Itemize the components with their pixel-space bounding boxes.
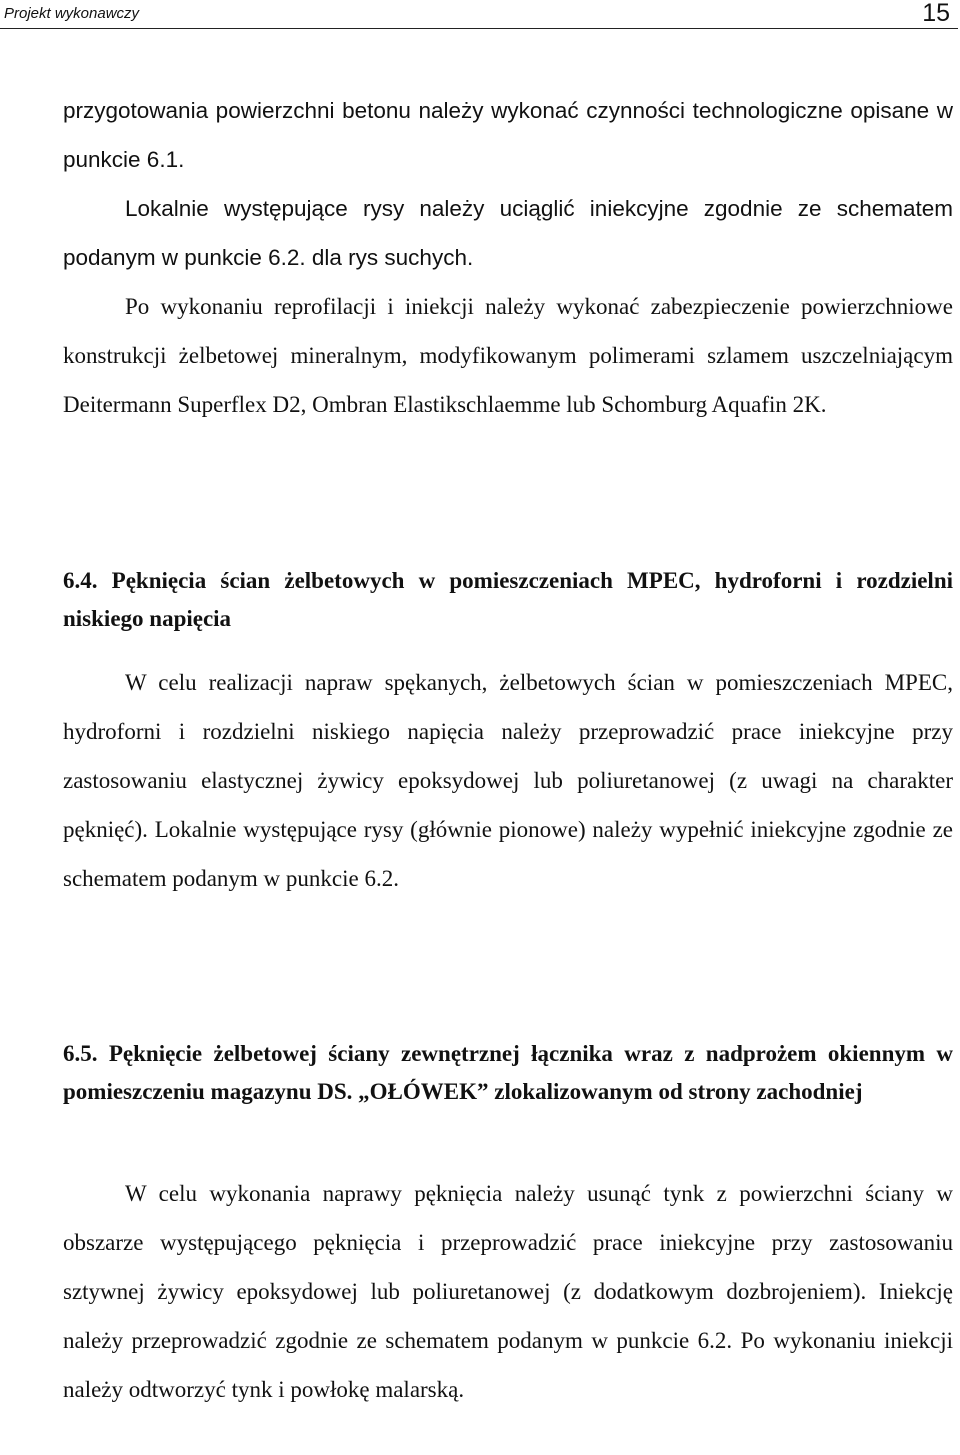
paragraph-local-cracks: Lokalnie występujące rysy należy uciąglić iniekcyjne zgodnie ze schematem podanym w punkcie 6.2. dla rys suchych.	[63, 196, 953, 270]
paragraph-6-5: W celu wykonania naprawy pęknięcia należy usunąć tynk z powierzchni ściany w obszarze występującego pęknięcia i przeprowadzić prace iniekcyjne przy zastosowaniu sztywnej żywicy epoksydowej lub poliuretanowej (z dodatkowym dozbrojeniem). Iniekcję należy przeprowadzić zgodnie ze schematem podanym w punkcie 6.2. Po wykonaniu iniekcji należy odtworzyć tynk i powłokę malarską.	[63, 1181, 953, 1402]
page-number: 15	[922, 0, 950, 27]
paragraph-surface-preparation: przygotowania powierzchni betonu należy wykonać czynności technologiczne opisane w punkcie 6.1.	[63, 98, 953, 172]
paragraph-surface-protection: Po wykonaniu reprofilacji i iniekcji należy wykonać zabezpieczenie powierzchniowe konstrukcji żelbetowej mineralnym, modyfikowanym polimerami szlamem uszczelniającym Deitermann Superflex D2, Ombran Elastikschlaemme lub Schomburg Aquafin 2K.	[63, 294, 953, 417]
section-6-4-heading: 6.4. Pęknięcia ścian żelbetowych w pomieszczeniach MPEC, hydroforni i rozdzielni niskiego napięcia	[63, 568, 953, 631]
paragraph-6-4: W celu realizacji napraw spękanych, żelbetowych ścian w pomieszczeniach MPEC, hydroforni i rozdzielni niskiego napięcia należy przeprowadzić prace iniekcyjne przy zastosowaniu elastycznej żywicy epoksydowej lub poliuretanowej (z uwagi na charakter pęknięć). Lokalnie występujące rysy (głównie pionowe) należy wypełnić iniekcyjne zgodnie ze schematem podanym w punkcie 6.2.	[63, 670, 953, 891]
section-6-4-body	[63, 658, 953, 903]
page-header	[0, 0, 960, 30]
section-6-5-body	[63, 1169, 953, 1414]
section-6-5-heading: 6.5. Pęknięcie żelbetowej ściany zewnętrznej łącznika wraz z nadprożem okiennym w pomieszczeniu magazynu DS. „OŁÓWEK” zlokalizowanym od strony zachodniej	[63, 1041, 953, 1104]
document-title: Projekt wykonawczy	[4, 5, 140, 22]
header-divider	[0, 28, 958, 29]
intro-text-block	[63, 86, 953, 429]
